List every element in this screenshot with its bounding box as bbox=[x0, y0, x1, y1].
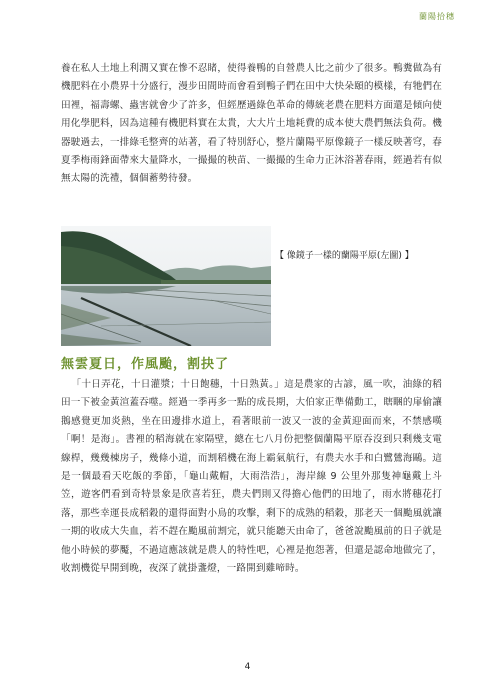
running-header: 蘭陽拾穗 bbox=[419, 12, 455, 21]
rice-field-photo bbox=[61, 226, 271, 346]
page-number: 4 bbox=[244, 662, 251, 672]
paragraph-body: 「十日弄花，十日灌漿；十日飽穗，十日熟黃。」這是農家的古諺，風一吹，油綠的稻田一下被金黃渲蓋吞噬。經過一季再多一點的成長期，大伯家正準備動工，瞎睏的扉偷讓鵝感覺更加炎熱，坐在田邊排水道上，看著眼前一波又一波的金黃迎面而來，不禁感嘆「啊！是海」。書裡的稻海就在家隔壁，總在七八月份把整個蘭陽平原吞沒到只剩幾支電線桿，幾幾棟房子，幾條小道，而割稻機在海上霸氣航行，有農夫水手和白鷺鷥海鷗。這是一個最看天吃飯的季節，「龜山戴帽，大雨浩浩」，海岸線 9 公里外那隻神龜戴上斗笠，遊客們看到奇特景象是欣喜若狂，農夫們則又得擔心他們的田地了，雨水將穗花打落，那些幸運長成稻穀的還得面對小鳥的攻擊，剩下的成熟的稻穀，那老天一個颱風就讓一期的收成大失血，若不趕在颱風前割完，就只能聽天由命了，爸爸說颱風前的日子就是他小時候的夢魘，不過這應該就是農人的特性吧，心裡是抱怨著，但還是認命地做完了，收割機從早開到晚，夜深了就掛盞燈，一路開到雞啼時。 bbox=[61, 379, 442, 575]
paragraph-intro: 養在私人土地上利潤又實在慘不忍睹，使得養鴨的自營農人比之前少了很多。鴨糞做為有機肥料在小農界十分盛行，漫步田間時而會看到鴨子們在田中大快朵頤的模樣，有牠們在田裡，福壽螺、蟲害就會少了許多，但經歷過綠色革命的傳統老農在肥料方面還是傾向使用化學肥料，因為這種有機肥料實在太貴，大大片土地耗費的成本使大農們無法負荷。機器駛過去，一排綠毛整齊的站著，看了特別舒心，整片蘭陽平原像鏡子一樣反映著穹，春夏季梅雨鋒面帶來大量降水，一撮撮的秧苗、一撮撮的生命力正沐浴著春雨，經過若有似無太陽的洗禮，個個蓄勢待發。 bbox=[61, 63, 442, 185]
section-heading: 無雲夏日，作風颱，割抉了 bbox=[61, 357, 230, 372]
photo-caption: 【 像鏡子一樣的蘭陽平原(左圖) 】 bbox=[275, 251, 414, 261]
